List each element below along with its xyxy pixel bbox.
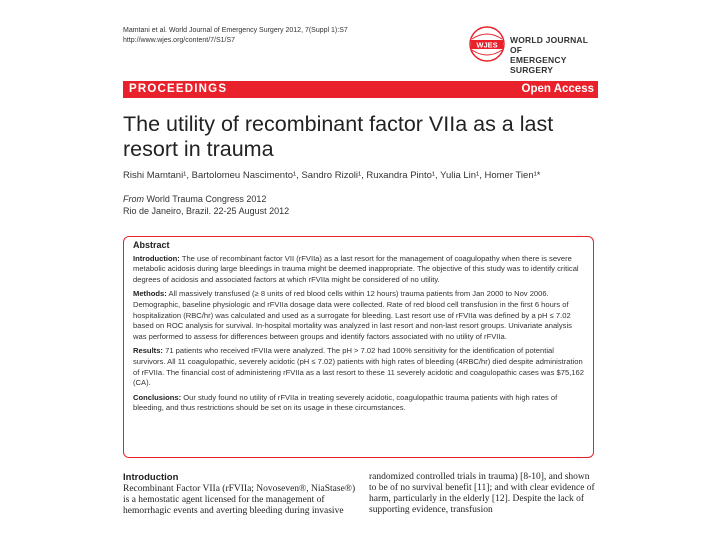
citation-line: Mamtani et al. World Journal of Emergency Surgery 2012, 7(Suppl 1):S7 bbox=[123, 27, 348, 34]
journal-logo bbox=[468, 25, 598, 75]
banner-open-access: Open Access bbox=[521, 83, 594, 95]
section-text: 71 patients who received rFVIIa were analyzed. The pH > 7.02 had 100% sensitivity for the identification of potential survivors. All 11 coagulopathic, severely acidotic (pH ≤ 7.02) patients with high rates of bleeding (4RBC/hr) died despite administration of rFVIIa. The financial cost of administering rFVIIa as a last resort to these 11 severely acidotic and coagulopathic cases was $75,162 (CA). bbox=[133, 346, 584, 388]
abstract-methods bbox=[133, 289, 584, 342]
citation-block bbox=[123, 26, 348, 46]
journal-name-line: WORLD JOURNAL OF bbox=[510, 35, 588, 55]
body-column-right bbox=[369, 472, 598, 516]
section-label: Methods: bbox=[133, 289, 167, 299]
body-paragraph: Recombinant Factor VIIa (rFVIIa; Novoseven®, NiaStase®) is a hemostatic agent licensed for the management of hemorrhagic events and averting bleeding during invasive bbox=[123, 484, 356, 516]
wjes-globe-icon bbox=[468, 25, 506, 63]
author-list: Rishi Mamtani¹, Bartolomeu Nascimento¹, Sandro Rizoli¹, Ruxandra Pinto¹, Yulia Lin¹, Homer Tien¹* bbox=[123, 170, 541, 181]
introduction-heading: Introduction bbox=[123, 472, 179, 483]
abstract-conclusions bbox=[133, 393, 584, 414]
section-banner bbox=[123, 81, 598, 98]
abstract-box bbox=[123, 236, 594, 458]
body-column-left bbox=[123, 472, 358, 517]
abstract-introduction bbox=[133, 254, 584, 286]
journal-name-line: EMERGENCY SURGERY bbox=[510, 55, 567, 75]
article-title: The utility of recombinant factor VIIa as a last resort in trauma bbox=[123, 112, 554, 161]
from-label: From bbox=[123, 194, 144, 204]
conference-location: Rio de Janeiro, Brazil. 22-25 August 2012 bbox=[123, 206, 290, 216]
banner-proceedings: PROCEEDINGS bbox=[129, 83, 228, 95]
section-label: Results: bbox=[133, 346, 163, 356]
section-label: Conclusions: bbox=[133, 392, 182, 402]
section-text: All massively transfused (≥ 8 units of red blood cells within 12 hours) trauma patients from Jan 2000 to Nov 2006. Demographic, baseline physiologic and rFVIIa dosage data were collected. Rate of red blood cell transfusion in the first 6 hours of hospitalization (RBC/hr) was calculated and used as a surrogate for bleeding. Last resort use of rFVIIa was defined by a pH ≤ 7.02 based on ROC analysis for survival. In-hospital mortality was analyzed in last resort and non-last resort groups. Univariate analysis was performed to assess for differences between groups and identify factors associated with no utility of rFVIIa. bbox=[133, 289, 572, 341]
conference-name: World Trauma Congress 2012 bbox=[146, 194, 267, 204]
abstract-heading: Abstract bbox=[133, 240, 170, 250]
abstract-results bbox=[133, 346, 584, 388]
section-text: Our study found no utility of rFVIIa in treating severely acidotic, coagulopathic trauma patients with high rates of bleeding, and thus restrictions should be set on its usage in these circumstances. bbox=[133, 392, 558, 413]
logo-text: WJES bbox=[476, 40, 498, 50]
body-paragraph: randomized controlled trials in trauma) [8-10], and shown to be of no survival benefit [11]; and with clear evidence of harm, particularly in the elderly [12]. Despite the lack of supporting evidence, transfusion bbox=[369, 472, 595, 515]
section-label: Introduction: bbox=[133, 253, 180, 263]
conference-info bbox=[123, 193, 289, 217]
section-text: The use of recombinant factor VII (rFVIIa) as a last resort for the management of coagulopathy when there is severe metabolic acidosis during large bleedings in trauma might be deemed inappropriate. The objective of this study was to identify critical degrees of acidosis and associated factors at which rFVIIa might be considered of no utility. bbox=[133, 253, 579, 284]
journal-name bbox=[510, 35, 598, 75]
citation-url[interactable]: http://www.wjes.org/content/7/S1/S7 bbox=[123, 37, 236, 44]
